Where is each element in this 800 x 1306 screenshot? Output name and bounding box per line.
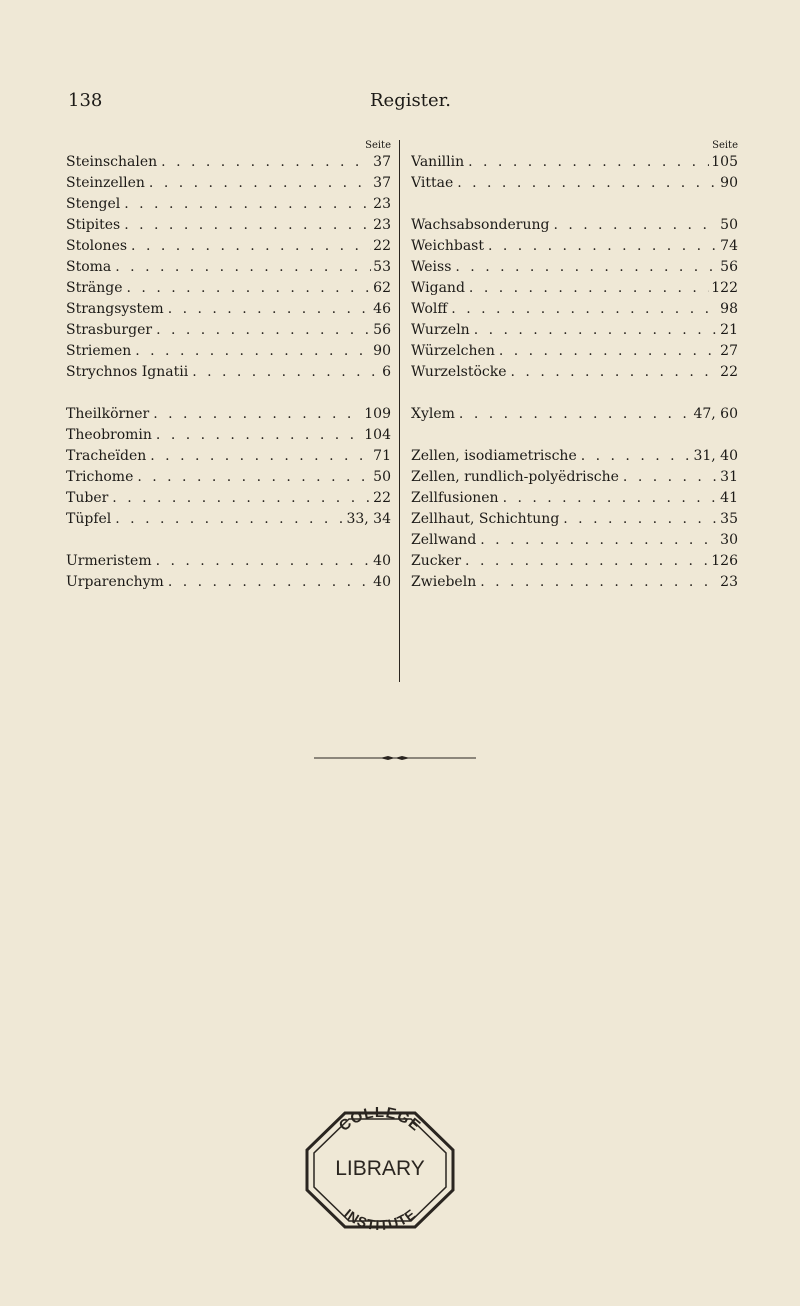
entry-term: Striemen xyxy=(66,343,132,359)
index-entry xyxy=(411,236,738,257)
entry-pages: 22 xyxy=(373,238,391,254)
entry-pages: 27 xyxy=(720,343,738,359)
entry-pages: 22 xyxy=(373,490,391,506)
dot-leader xyxy=(156,320,371,341)
page-header xyxy=(0,90,800,120)
index-entry xyxy=(66,278,391,299)
index-entry xyxy=(66,404,391,425)
dot-leader xyxy=(480,572,718,593)
dot-leader xyxy=(465,551,709,572)
entry-pages: 90 xyxy=(720,175,738,191)
entry-term: Stolones xyxy=(66,238,128,254)
index-entry xyxy=(411,488,738,509)
index-entry xyxy=(66,467,391,488)
index-column-left xyxy=(66,140,391,593)
dot-leader xyxy=(161,152,371,173)
entry-pages: 31, 40 xyxy=(693,448,738,464)
entry-term: Tuber xyxy=(66,490,109,506)
index-entry xyxy=(66,488,391,509)
entry-pages: 23 xyxy=(373,196,391,212)
entry-pages: 30 xyxy=(720,532,738,548)
entry-pages: 105 xyxy=(711,154,738,170)
index-entry xyxy=(411,299,738,320)
entry-pages: 31 xyxy=(720,469,738,485)
dot-leader xyxy=(115,509,344,530)
group-gap xyxy=(411,383,738,404)
entry-term: Zellen, isodiametrische xyxy=(411,448,577,464)
dot-leader xyxy=(112,488,371,509)
dot-leader xyxy=(124,215,371,236)
dot-leader xyxy=(137,467,371,488)
index-entry xyxy=(66,572,391,593)
entry-term: Strychnos Ignatii xyxy=(66,364,189,380)
index-entry xyxy=(66,236,391,257)
entry-term: Steinschalen xyxy=(66,154,158,170)
entry-pages: 22 xyxy=(720,364,738,380)
svg-text:INSTITUTE xyxy=(341,1205,419,1233)
dot-leader xyxy=(511,362,719,383)
index-entry xyxy=(66,299,391,320)
seite-label: Seite xyxy=(712,140,738,151)
dot-leader xyxy=(192,362,380,383)
entry-pages: 23 xyxy=(373,217,391,233)
entry-pages: 90 xyxy=(373,343,391,359)
entry-term: Würzelchen xyxy=(411,343,495,359)
entry-term: Wachsabsonderung xyxy=(411,217,550,233)
index-entry xyxy=(66,320,391,341)
page-number: 138 xyxy=(68,90,103,111)
index-entry xyxy=(411,572,738,593)
dot-leader xyxy=(149,173,371,194)
column-divider xyxy=(399,140,400,682)
dot-leader xyxy=(135,341,371,362)
index-entry xyxy=(411,551,738,572)
index-entry xyxy=(66,173,391,194)
dot-leader xyxy=(457,173,718,194)
entry-pages: 109 xyxy=(364,406,391,422)
index-entry xyxy=(411,320,738,341)
entry-term: Zucker xyxy=(411,553,462,569)
entry-pages: 33, 34 xyxy=(346,511,391,527)
index-entry xyxy=(411,173,738,194)
entry-pages: 40 xyxy=(373,574,391,590)
entry-pages: 50 xyxy=(720,217,738,233)
entry-pages: 47, 60 xyxy=(693,406,738,422)
index-entry xyxy=(66,152,391,173)
dot-leader xyxy=(153,404,362,425)
ornament-rule xyxy=(314,755,476,761)
index-entries xyxy=(411,152,738,593)
stamp-library-text: LIBRARY xyxy=(335,1157,425,1180)
dot-leader xyxy=(168,572,371,593)
entry-term: Wurzeln xyxy=(411,322,470,338)
entry-term: Tracheïden xyxy=(66,448,147,464)
entry-term: Weiss xyxy=(411,259,452,275)
entry-pages: 62 xyxy=(373,280,391,296)
index-entry xyxy=(66,341,391,362)
entry-pages: 98 xyxy=(720,301,738,317)
entry-pages: 104 xyxy=(364,427,391,443)
index-entry xyxy=(411,341,738,362)
entry-pages: 122 xyxy=(711,280,738,296)
index-entry xyxy=(66,194,391,215)
index-entry xyxy=(66,509,391,530)
entry-term: Wurzelstöcke xyxy=(411,364,507,380)
entry-term: Urparenchym xyxy=(66,574,164,590)
entry-term: Stoma xyxy=(66,259,112,275)
index-entry xyxy=(411,215,738,236)
index-entry xyxy=(411,509,738,530)
entry-term: Zellwand xyxy=(411,532,477,548)
running-title: Register. xyxy=(370,90,451,111)
library-stamp xyxy=(275,1105,485,1235)
entry-term: Stengel xyxy=(66,196,121,212)
group-gap xyxy=(411,425,738,446)
dot-leader xyxy=(623,467,718,488)
entry-term: Zellhaut, Schichtung xyxy=(411,511,560,527)
entry-pages: 6 xyxy=(382,364,391,380)
dot-leader xyxy=(581,446,692,467)
index-entry xyxy=(411,257,738,278)
dot-leader xyxy=(455,257,718,278)
index-entry xyxy=(411,278,738,299)
stamp-top-text: COLLEGE xyxy=(335,1105,425,1135)
entry-pages: 50 xyxy=(373,469,391,485)
entry-term: Trichome xyxy=(66,469,134,485)
dot-leader xyxy=(150,446,371,467)
dot-leader xyxy=(451,299,718,320)
dot-leader xyxy=(474,320,718,341)
entry-term: Vanillin xyxy=(411,154,465,170)
index-entries xyxy=(66,152,391,593)
entry-pages: 40 xyxy=(373,553,391,569)
entry-term: Wigand xyxy=(411,280,465,296)
dot-leader xyxy=(563,509,718,530)
dot-leader xyxy=(459,404,692,425)
entry-term: Zellen, rundlich-polyëdrische xyxy=(411,469,619,485)
entry-term: Wolff xyxy=(411,301,448,317)
entry-term: Urmeristem xyxy=(66,553,152,569)
index-column-right xyxy=(411,140,738,593)
entry-pages: 53 xyxy=(373,259,391,275)
dot-leader xyxy=(156,551,372,572)
stamp-bottom-text: INSTITUTE xyxy=(340,1205,420,1234)
dot-leader xyxy=(124,194,371,215)
dot-leader xyxy=(488,236,718,257)
dot-leader xyxy=(127,278,372,299)
index-entry xyxy=(411,362,738,383)
entry-pages: 46 xyxy=(373,301,391,317)
entry-pages: 37 xyxy=(373,154,391,170)
entry-term: Theilkörner xyxy=(66,406,150,422)
entry-term: Weichbast xyxy=(411,238,484,254)
entry-term: Xylem xyxy=(411,406,455,422)
dot-leader xyxy=(499,341,718,362)
entry-term: Strangsystem xyxy=(66,301,164,317)
dot-leader xyxy=(503,488,719,509)
index-entry xyxy=(66,446,391,467)
dot-leader xyxy=(115,257,371,278)
entry-pages: 37 xyxy=(373,175,391,191)
entry-term: Vittae xyxy=(411,175,454,191)
index-entry xyxy=(411,404,738,425)
dot-leader xyxy=(480,530,718,551)
dot-leader xyxy=(553,215,718,236)
index-entry xyxy=(66,362,391,383)
entry-term: Strasburger xyxy=(66,322,153,338)
index-entry xyxy=(66,551,391,572)
index-entry xyxy=(411,446,738,467)
group-gap xyxy=(66,530,391,551)
group-gap xyxy=(66,383,391,404)
entry-term: Stipites xyxy=(66,217,121,233)
dot-leader xyxy=(468,152,709,173)
seite-label: Seite xyxy=(365,140,391,151)
entry-term: Theobromin xyxy=(66,427,152,443)
entry-term: Steinzellen xyxy=(66,175,145,191)
entry-pages: 41 xyxy=(720,490,738,506)
entry-pages: 23 xyxy=(720,574,738,590)
entry-pages: 56 xyxy=(373,322,391,338)
index-entry xyxy=(411,530,738,551)
dot-leader xyxy=(168,299,371,320)
entry-term: Zwiebeln xyxy=(411,574,477,590)
entry-term: Tüpfel xyxy=(66,511,112,527)
dot-leader xyxy=(156,425,362,446)
dot-leader xyxy=(469,278,709,299)
entry-term: Zellfusionen xyxy=(411,490,499,506)
group-gap xyxy=(411,194,738,215)
index-entry xyxy=(66,257,391,278)
index-entry xyxy=(66,425,391,446)
entry-pages: 71 xyxy=(373,448,391,464)
entry-pages: 21 xyxy=(720,322,738,338)
index-entry xyxy=(66,215,391,236)
entry-pages: 56 xyxy=(720,259,738,275)
dot-leader xyxy=(131,236,371,257)
entry-pages: 126 xyxy=(711,553,738,569)
entry-pages: 35 xyxy=(720,511,738,527)
index-entry xyxy=(411,152,738,173)
entry-term: Stränge xyxy=(66,280,123,296)
index-entry xyxy=(411,467,738,488)
entry-pages: 74 xyxy=(720,238,738,254)
